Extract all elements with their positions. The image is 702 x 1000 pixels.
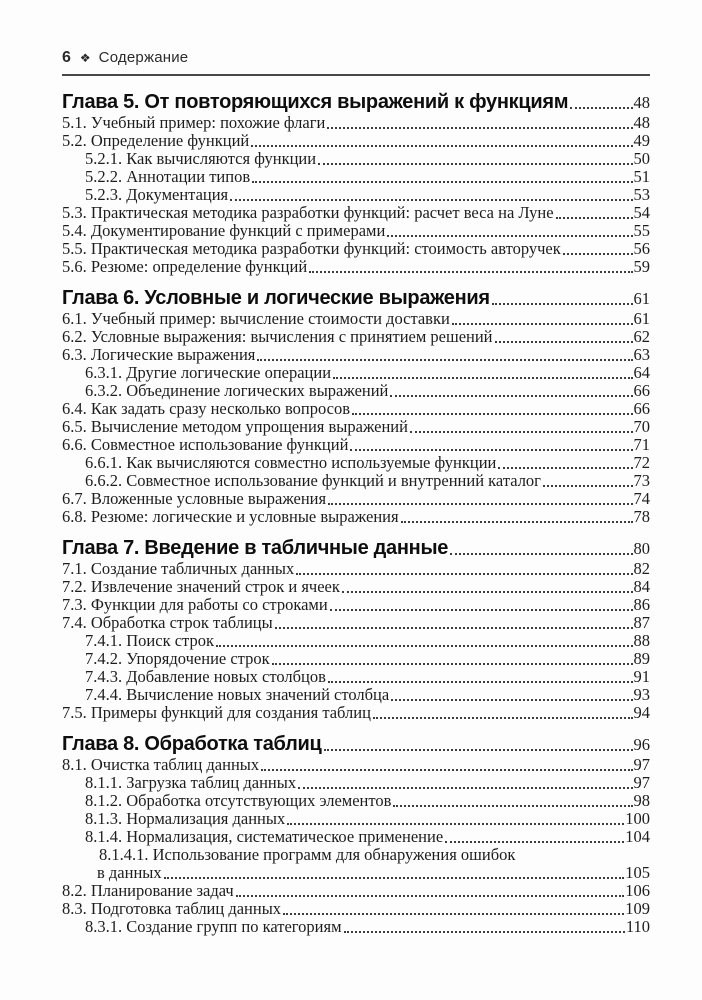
toc-entry	[62, 382, 650, 400]
entry-title: 6.5. Вычисление методом упрощения выражений	[62, 417, 408, 436]
entry-title: в данных	[97, 863, 162, 882]
entry-title: 6.4. Как задать сразу несколько вопросов	[62, 399, 351, 418]
entry-title: 8.3. Подготовка таблиц данных	[62, 899, 282, 918]
chapter-heading-row	[62, 734, 650, 755]
entry-page-number: 71	[633, 435, 650, 454]
entry-page-number: 91	[633, 667, 650, 686]
toc-entry	[62, 614, 650, 632]
toc-entry	[62, 846, 650, 864]
dot-leader	[352, 413, 632, 415]
toc	[62, 92, 650, 936]
dot-leader	[309, 271, 632, 273]
toc-entry	[62, 578, 650, 596]
dot-leader	[390, 395, 632, 397]
chapter-title: Глава 8. Обработка таблиц	[62, 733, 322, 755]
toc-entry	[62, 310, 650, 328]
dot-leader	[570, 107, 632, 109]
dot-leader	[251, 145, 632, 147]
entry-page-number: 62	[633, 327, 650, 346]
dot-leader	[330, 609, 633, 611]
entry-title: 8.1.4. Нормализация, систематическое применение	[85, 827, 444, 846]
entry-page-number: 73	[633, 471, 650, 490]
toc-entry	[62, 436, 650, 454]
toc-entry	[62, 756, 650, 774]
dot-leader	[333, 377, 632, 379]
dot-leader	[275, 627, 633, 629]
entry-page-number: 82	[633, 559, 650, 578]
toc-entry	[62, 828, 650, 846]
dot-leader	[556, 217, 633, 219]
dot-leader	[350, 449, 632, 451]
toc-entry	[62, 346, 650, 364]
entry-title: 5.6. Резюме: определение функций	[62, 257, 308, 276]
toc-entry	[62, 114, 650, 132]
entry-title: 6.3.1. Другие логические операции	[85, 363, 332, 382]
entry-page-number: 51	[633, 167, 650, 186]
toc-entry-continuation	[62, 864, 650, 882]
dot-leader	[450, 553, 632, 555]
toc-entry	[62, 454, 650, 472]
entry-title: 7.1. Создание табличных данных	[62, 559, 295, 578]
entry-title: 6.6.1. Как вычисляются совместно используемые функции	[85, 453, 497, 472]
dot-leader	[216, 645, 633, 647]
entry-title: 7.4.1. Поиск строк	[85, 631, 214, 650]
entry-title: 5.3. Практическая методика разработки функций: расчет веса на Луне	[62, 203, 554, 222]
toc-entry	[62, 472, 650, 490]
toc-entry	[62, 168, 650, 186]
entry-page-number: 50	[633, 149, 650, 168]
dot-leader	[257, 359, 632, 361]
entry-page-number: 61	[633, 309, 650, 328]
dot-leader	[296, 573, 632, 575]
dot-leader	[410, 431, 633, 433]
dot-leader	[401, 521, 633, 523]
chapter-page-number: 48	[633, 93, 650, 112]
dot-leader	[272, 663, 633, 665]
toc-entry	[62, 258, 650, 276]
entry-page-number: 98	[633, 791, 650, 810]
entry-page-number: 49	[633, 131, 650, 150]
dot-leader	[342, 591, 633, 593]
toc-entry	[62, 882, 650, 900]
dot-leader	[261, 769, 632, 771]
entry-page-number: 86	[633, 595, 650, 614]
dot-leader	[498, 467, 632, 469]
toc-entry	[62, 364, 650, 382]
entry-title: 6.6.2. Совместное использование функций и внутренний каталог	[85, 471, 541, 490]
toc-entry	[62, 792, 650, 810]
entry-page-number: 66	[633, 399, 650, 418]
entry-title: 5.2.1. Как вычисляются функции	[85, 149, 317, 168]
entry-title: 7.4. Обработка строк таблицы	[62, 613, 273, 632]
dot-leader	[328, 503, 632, 505]
dot-leader	[324, 749, 633, 751]
entry-title: 8.1. Очистка таблиц данных	[62, 755, 260, 774]
toc-entry	[62, 918, 650, 936]
entry-page-number: 56	[633, 239, 650, 258]
toc-entry	[62, 650, 650, 668]
toc-entry	[62, 150, 650, 168]
entry-title: 7.2. Извлечение значений строк и ячеек	[62, 577, 340, 596]
chapter-page-number: 96	[633, 735, 650, 754]
entry-title: 7.4.2. Упорядочение строк	[85, 649, 270, 668]
dot-leader	[563, 253, 633, 255]
entry-title: 8.1.2. Обработка отсутствующих элементов	[85, 791, 392, 810]
dot-leader	[252, 181, 632, 183]
dot-leader	[298, 787, 632, 789]
entry-page-number: 84	[633, 577, 650, 596]
entry-title: 6.3.2. Объединение логических выражений	[85, 381, 389, 400]
header-page-number: 6	[62, 49, 71, 66]
toc-section	[62, 734, 650, 936]
entry-page-number: 48	[633, 113, 650, 132]
entry-title: 6.8. Резюме: логические и условные выражения	[62, 507, 399, 526]
entry-page-number: 110	[625, 917, 650, 936]
entry-page-number: 104	[625, 827, 650, 846]
entry-page-number: 100	[625, 809, 650, 828]
toc-entry	[62, 400, 650, 418]
entry-page-number: 53	[633, 185, 650, 204]
toc-entry	[62, 418, 650, 436]
entry-title: 5.5. Практическая методика разработки функций: стоимость авторучек	[62, 239, 561, 258]
dot-leader	[164, 877, 625, 879]
header-rule	[62, 74, 650, 76]
toc-entry	[62, 560, 650, 578]
toc-section	[62, 538, 650, 722]
toc-entry	[62, 686, 650, 704]
toc-section	[62, 288, 650, 526]
running-header	[62, 50, 650, 66]
entry-page-number: 64	[633, 363, 650, 382]
dot-leader	[287, 823, 624, 825]
entry-title: 5.2. Определение функций	[62, 131, 250, 150]
toc-entry	[62, 508, 650, 526]
dot-leader	[391, 699, 632, 701]
header-title: Содержание	[98, 49, 189, 66]
entry-title: 5.4. Документирование функций с примерами	[62, 221, 386, 240]
entry-title: 8.1.3. Нормализация данных	[85, 809, 286, 828]
toc-entry	[62, 186, 650, 204]
entry-page-number: 54	[633, 203, 650, 222]
entry-page-number: 78	[633, 507, 650, 526]
entry-title: 7.4.3. Добавление новых столбцов	[85, 667, 326, 686]
entry-title: 8.3.1. Создание групп по категориям	[85, 917, 342, 936]
entry-page-number: 109	[625, 899, 650, 918]
chapter-heading-row	[62, 538, 650, 559]
dot-leader	[543, 485, 633, 487]
chapter-title: Глава 6. Условные и логические выражения	[62, 287, 490, 309]
entry-title: 7.5. Примеры функций для создания таблиц	[62, 703, 371, 722]
entry-title: 6.6. Совместное использование функций	[62, 435, 349, 454]
chapter-title: Глава 5. От повторяющихся выражений к функциям	[62, 91, 569, 113]
entry-title: 7.4.4. Вычисление новых значений столбца	[85, 685, 390, 704]
toc-entry	[62, 774, 650, 792]
entry-title: 6.1. Учебный пример: вычисление стоимости доставки	[62, 309, 450, 328]
chapter-heading-row	[62, 288, 650, 309]
entry-page-number: 88	[633, 631, 650, 650]
dot-leader	[344, 931, 625, 933]
entry-title: 8.1.4.1. Использование программ для обнаружения ошибок	[99, 845, 516, 864]
entry-title: 5.2.3. Документация	[85, 185, 229, 204]
entry-title: 5.1. Учебный пример: похожие флаги	[62, 113, 326, 132]
dot-leader	[328, 681, 633, 683]
entry-title: 6.2. Условные выражения: вычисления с принятием решений	[62, 327, 493, 346]
entry-page-number: 97	[633, 755, 650, 774]
dot-leader	[492, 303, 633, 305]
entry-page-number: 70	[633, 417, 650, 436]
chapter-page-number: 61	[633, 289, 650, 308]
entry-page-number: 87	[633, 613, 650, 632]
dot-leader	[230, 199, 632, 201]
entry-page-number: 106	[625, 881, 650, 900]
dot-leader	[495, 341, 633, 343]
entry-title: 6.7. Вложенные условные выражения	[62, 489, 327, 508]
entry-title: 7.3. Функции для работы со строками	[62, 595, 328, 614]
chapter-title: Глава 7. Введение в табличные данные	[62, 537, 449, 559]
entry-title: 8.1.1. Загрузка таблиц данных	[85, 773, 297, 792]
toc-section	[62, 92, 650, 276]
entry-title: 8.2. Планирование задач	[62, 881, 234, 900]
toc-entry	[62, 222, 650, 240]
chapter-heading-row	[62, 92, 650, 113]
entry-title: 6.3. Логические выражения	[62, 345, 256, 364]
dot-leader	[387, 235, 632, 237]
dot-leader	[445, 841, 624, 843]
chapter-page-number: 80	[633, 539, 650, 558]
entry-page-number: 89	[633, 649, 650, 668]
entry-page-number: 63	[633, 345, 650, 364]
toc-entry	[62, 704, 650, 722]
entry-page-number: 55	[633, 221, 650, 240]
toc-entry	[62, 240, 650, 258]
entry-page-number: 94	[633, 703, 650, 722]
entry-page-number: 59	[633, 257, 650, 276]
dot-leader	[236, 895, 625, 897]
dot-leader	[373, 717, 633, 719]
entry-page-number: 97	[633, 773, 650, 792]
toc-entry	[62, 900, 650, 918]
toc-entry	[62, 668, 650, 686]
dot-leader	[283, 913, 624, 915]
entry-page-number: 66	[633, 381, 650, 400]
dot-leader	[318, 163, 632, 165]
entry-page-number: 72	[633, 453, 650, 472]
entry-page-number: 105	[625, 863, 650, 882]
diamond-icon: ❖	[79, 51, 91, 65]
toc-entry	[62, 328, 650, 346]
dot-leader	[452, 323, 633, 325]
entry-title: 5.2.2. Аннотации типов	[85, 167, 251, 186]
entry-page-number: 93	[633, 685, 650, 704]
toc-entry	[62, 490, 650, 508]
toc-entry	[62, 596, 650, 614]
toc-entry	[62, 204, 650, 222]
dot-leader	[393, 805, 632, 807]
toc-entry	[62, 132, 650, 150]
dot-leader	[327, 127, 632, 129]
toc-entry	[62, 632, 650, 650]
toc-entry	[62, 810, 650, 828]
entry-page-number: 74	[633, 489, 650, 508]
